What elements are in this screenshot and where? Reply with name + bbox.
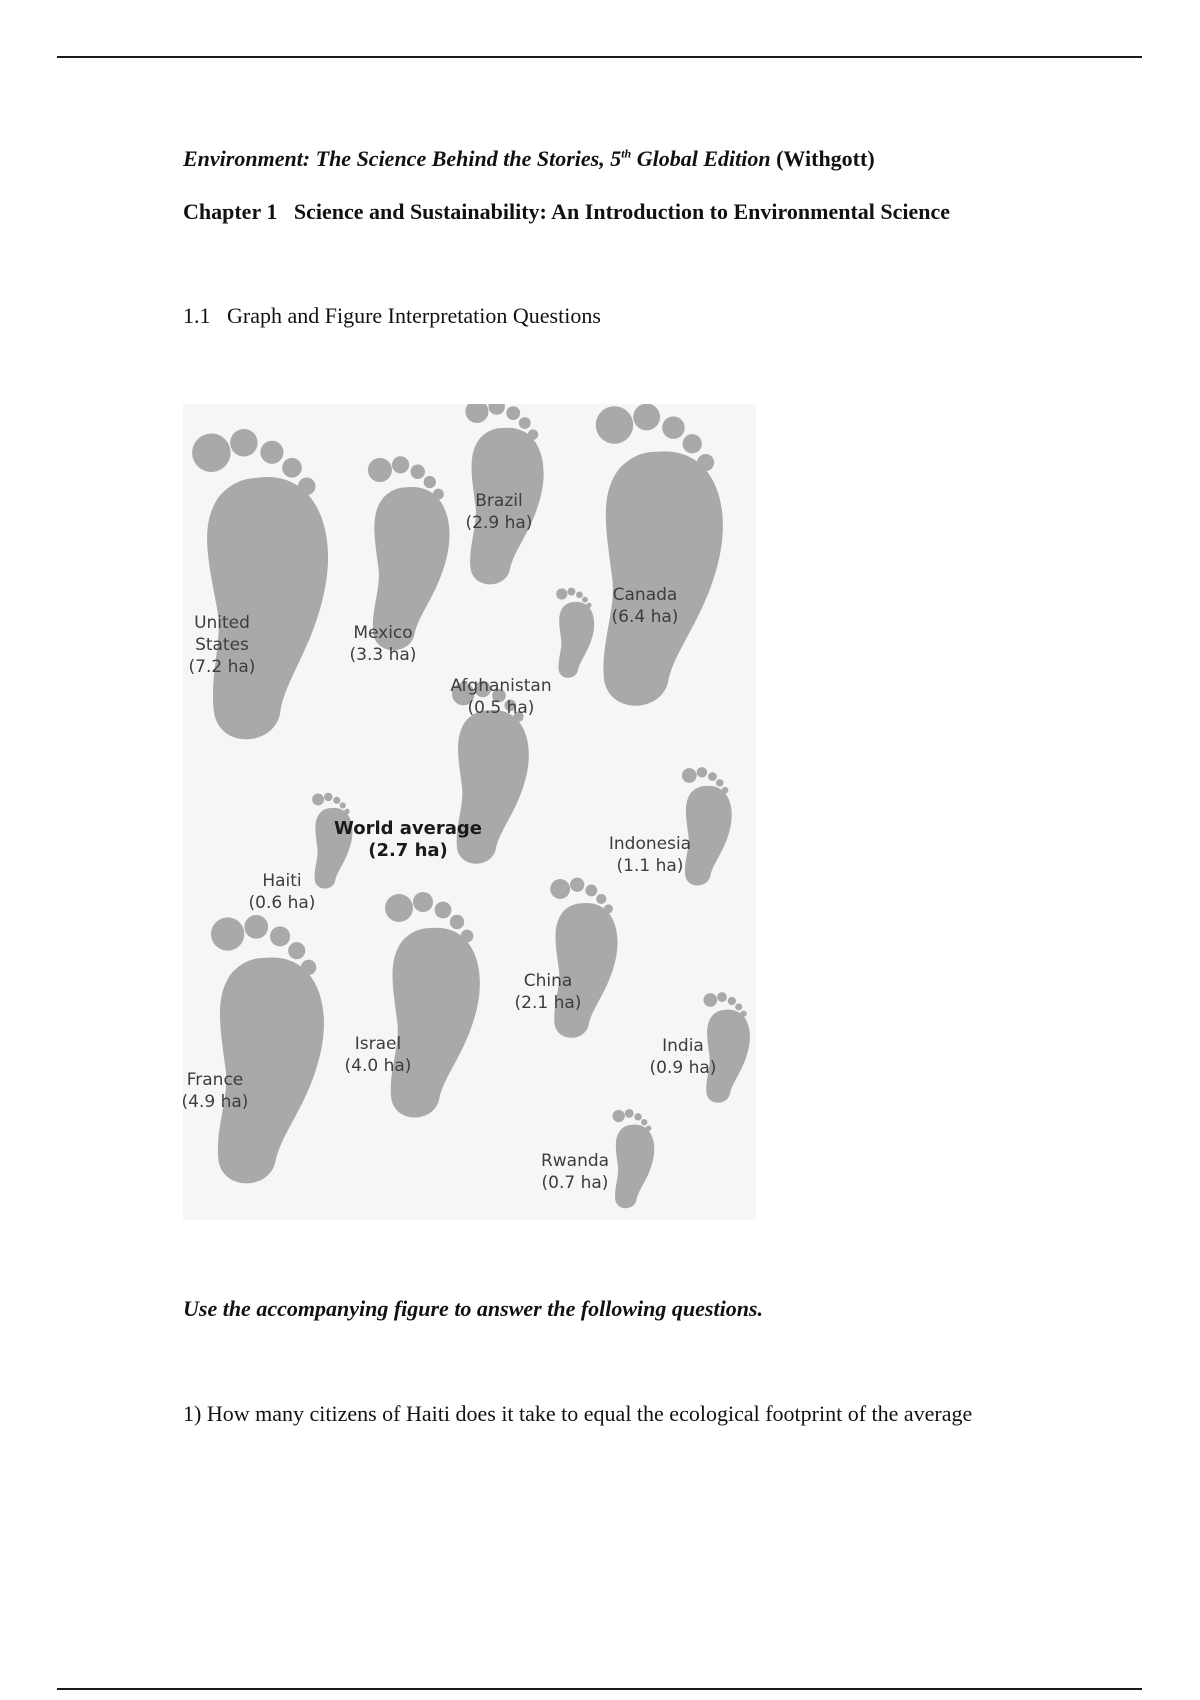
- footprint-icon-israel: [385, 892, 480, 1118]
- label-united-states: United States (7.2 ha): [188, 613, 256, 677]
- label-afghanistan: Afghanistan (0.5 ha): [450, 676, 552, 718]
- label-israel: Israel (4.0 ha): [344, 1034, 412, 1076]
- footprint-icon-united-states: [188, 425, 338, 742]
- section-heading: 1.1 Graph and Figure Interpretation Questions: [183, 303, 601, 328]
- label-india: India (0.9 ha): [649, 1036, 717, 1078]
- book-title: Environment: The Science Behind the Stories, 5th Global Edition (Withgott): [183, 146, 875, 171]
- label-rwanda: Rwanda (0.7 ha): [540, 1151, 610, 1193]
- footprint-icon-rwanda: [613, 1109, 655, 1208]
- label-haiti: Haiti (0.6 ha): [248, 871, 316, 913]
- label-indonesia: Indonesia (1.1 ha): [608, 834, 692, 876]
- footprint-icon-france: [211, 915, 324, 1183]
- label-canada: Canada (6.4 ha): [611, 585, 679, 627]
- label-world-average: World average (2.7 ha): [334, 818, 482, 861]
- footprint-icon-canada: [596, 404, 723, 706]
- bottom-rule: [57, 1688, 1142, 1690]
- chapter-heading: Chapter 1 Science and Sustainability: An Introduction to Environmental Science: [183, 199, 951, 224]
- footprint-icon-afghanistan: [556, 588, 594, 678]
- ecological-footprint-figure: [183, 404, 756, 1220]
- label-mexico: Mexico (3.3 ha): [349, 623, 417, 665]
- label-china: China (2.1 ha): [514, 971, 582, 1013]
- label-france: France (4.9 ha): [181, 1070, 249, 1112]
- question-1: 1) How many citizens of Haiti does it take to equal the ecological footprint of the average: [183, 1401, 973, 1426]
- instructions: Use the accompanying figure to answer the following questions.: [183, 1296, 763, 1321]
- top-rule: [57, 56, 1142, 58]
- label-brazil: Brazil (2.9 ha): [465, 491, 533, 533]
